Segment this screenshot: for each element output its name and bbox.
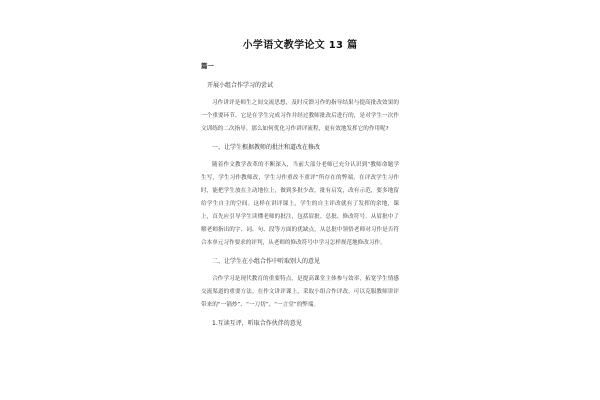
- document-body: [201, 36, 399, 327]
- heading-two: 二、让学生在小组合作中听取别人的意见: [212, 258, 321, 265]
- document-title: 小学语文教学论文 13 篇: [242, 40, 358, 51]
- paragraph-body-two: 合作学习是现代教育的重要特点，是提高课堂主体参与效率，拓宽学生情感交流渠道的重要方法。在作文讲评课上，采取小组合作评改，可以克服教师讲评带来的“一锅炒”、“一刀切”、“一言堂”的弊端。: [201, 276, 399, 308]
- paragraph-intro: 习作讲评是师生之间交流思想，及时反馈习作的指导结果与提高批改效果的一个重要环节。它是在学生完成习作并经过教师批改后进行的，是对学生一次作文训练的二次指导。那么如何优化习作讲评流程，更有效地发挥它的作用呢?: [201, 100, 399, 132]
- heading-one: 一、让学生根据教师的批注和道改在修改: [212, 144, 321, 151]
- sub-heading-one: 1.互读互评，听取合作伙伴的意见: [212, 320, 302, 327]
- section-label: 篇一: [201, 62, 214, 70]
- paragraph-body-one: 随着作文教学改革的不断深入，当前大部分老师已充分认识到“教师命题学生写，学生习作教师改，学生习作重改不重评”所存在的弊端，在评改学生习作时，能把学生放在主动地位上，做到多批少改，批有启发，改有示范，要多地留给学生自主的空间。这样在讲评课上，学生的自主评改就有了发挥的余地，课上，首先应引导学生读懂老师的批注，包括眉批、总批、修改符号。从眉批中了解老师指出的字、词、句、段等方面的优缺点，从总批中领悟老师对习作是否符合本单元习作要求的评判，从老师的修改符号中学习怎样规范地修改习作。: [201, 162, 399, 246]
- article-subtitle: 开展小组合作学习的尝试: [207, 82, 274, 89]
